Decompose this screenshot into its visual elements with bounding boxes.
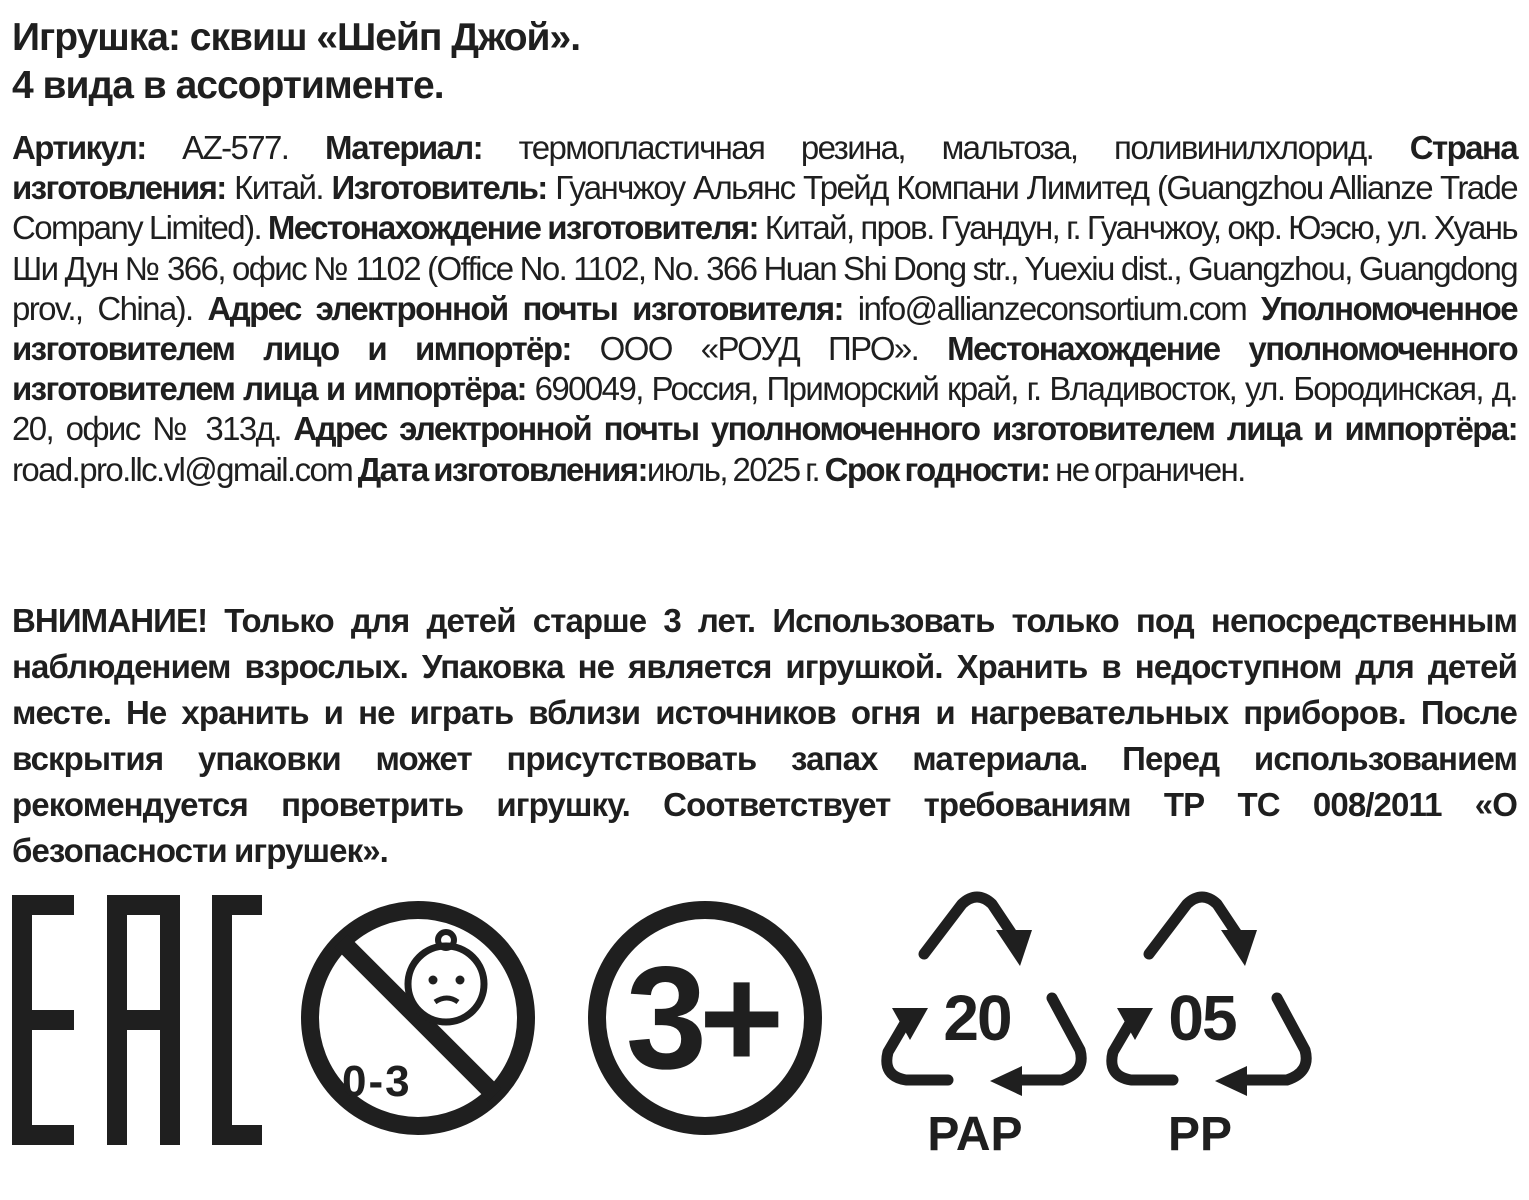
- manufacturer-label: Изготовитель:: [331, 169, 547, 207]
- country-label: Страна изготовления:: [12, 129, 1517, 207]
- not-for-children-0-3-icon: [298, 898, 538, 1138]
- manufacturer-value: Гуанчжоу Альянс Трейд Компани Лимитед (Guangzhou Allianze Trade Company Limited).: [12, 169, 1517, 247]
- article-value: AZ-577.: [145, 129, 325, 166]
- manufacturer-email-label: Адрес электронной почты изготовителя:: [207, 289, 843, 327]
- manufacture-date-value: июль, 2025 г.: [646, 450, 825, 488]
- country-value: Китай.: [225, 169, 332, 207]
- article-label: Артикул:: [12, 129, 146, 166]
- manufacturer-location-label: Местонахождение изготовителя:: [267, 209, 758, 247]
- shelf-life-label: Срок годности:: [824, 450, 1050, 488]
- material-label: Материал:: [324, 129, 483, 166]
- product-info-paragraph: [12, 128, 1517, 490]
- shelf-life-value: не ограничен.: [1049, 450, 1245, 488]
- manufacturer-email-value: info@allianzeconsortium.com: [842, 289, 1262, 327]
- material-value: термопластичная резина, мальтоза, поливинилхлорид.: [482, 129, 1410, 166]
- importer-email-label: Адрес электронной почты уполномоченного изготовителем лица и импортёра:: [293, 410, 1517, 448]
- importer-location-label: Местонахождение уполномоченного изготовителем лица и импортёра:: [12, 330, 1517, 408]
- recycle-paper-icon: [872, 890, 1092, 1170]
- importer-value: ООО «РОУД ПРО».: [570, 330, 948, 368]
- recycle-paper-number: 20: [943, 982, 1011, 1054]
- title-line-1: Игрушка: сквиш «Шейп Джой».: [12, 16, 581, 59]
- certification-symbols: [0, 880, 1529, 1180]
- recycle-paper-code: PAP: [927, 1108, 1023, 1161]
- age-plus-label: 3+: [625, 936, 777, 1099]
- importer-label: Уполномоченное изготовителем лицо и импортёр:: [12, 289, 1517, 368]
- manufacture-date-label: Дата изготовления:: [357, 450, 647, 488]
- importer-location-value: 690049, Россия, Приморский край, г. Владивосток, ул. Бородинская, д. 20, офис № 313д.: [12, 370, 1517, 448]
- age-3-plus-icon: [585, 898, 825, 1138]
- recycle-pp-number: 05: [1168, 982, 1236, 1054]
- importer-email-value: road.pro.llc.vl@gmail.com: [12, 450, 358, 488]
- recycle-pp-icon: [1097, 890, 1317, 1170]
- recycle-pp-code: PP: [1167, 1108, 1233, 1161]
- title-line-2: 4 вида в ассортименте.: [12, 64, 444, 107]
- safety-warning: ВНИМАНИЕ! Только для детей старше 3 лет. Использовать только под непосредственным наблюдением взрослых. Упаковка не является игрушкой. Хранить в недоступном для детей месте. Не хранить и не играть вблизи источников огня и нагревательных приборов. После вскрытия упаковки может присутствовать запах материала. Перед использованием рекомендуется проветрить игрушку. Соответствует требованиям ТР ТС 008/2011 «О безопасности игрушек».: [12, 602, 1517, 869]
- age-warning-label: 0-3: [342, 1057, 412, 1106]
- product-title: [12, 14, 1517, 110]
- eac-mark-icon: [12, 895, 262, 1145]
- manufacturer-location-value: Китай, пров. Гуандун, г. Гуанчжоу, окр. Юэсю, ул. Хуань Ши Дун № 366, офис № 1102 (Office No. 1102, No. 366 Huan Shi Dong str., Yuexiu dist., Guangzhou, Guangdong prov., China).: [12, 209, 1517, 327]
